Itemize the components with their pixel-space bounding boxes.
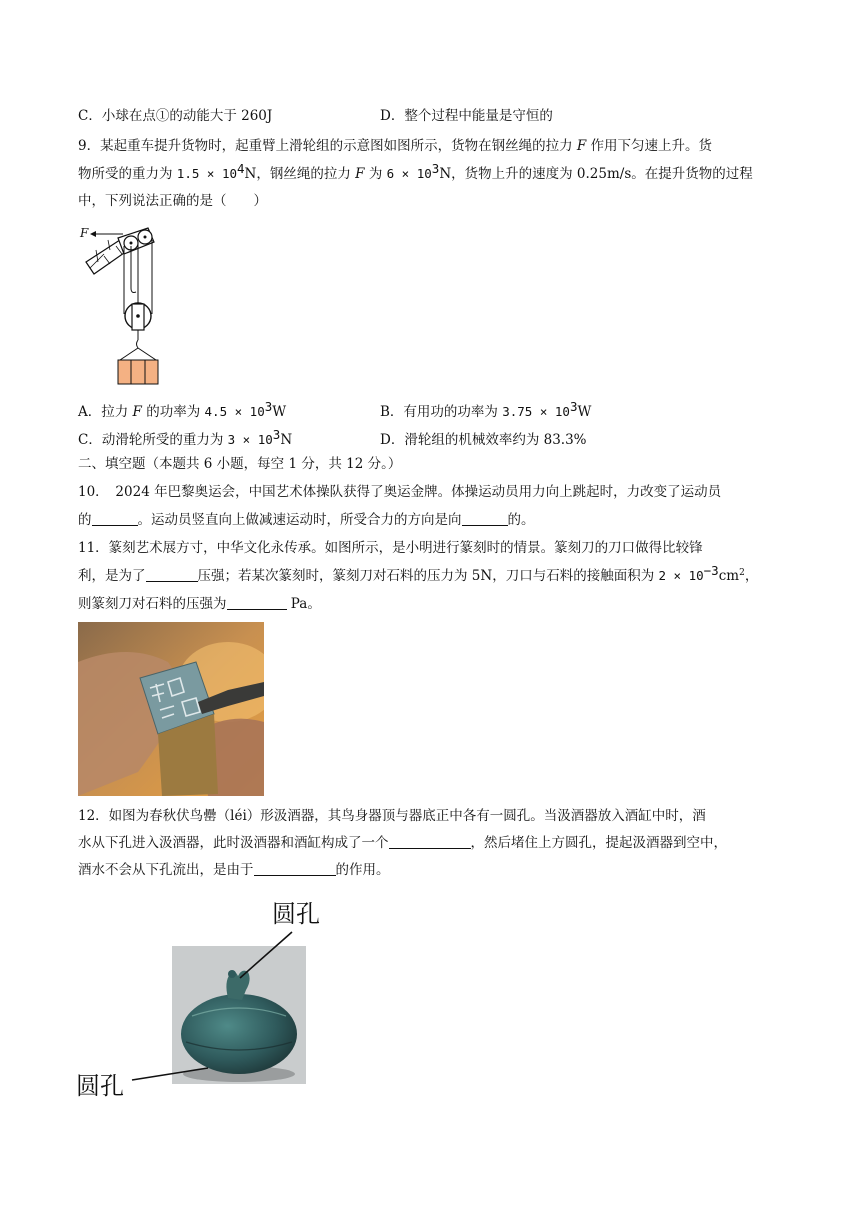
text: 的。	[507, 512, 535, 528]
q10-line2	[78, 510, 535, 530]
text: ，	[744, 568, 759, 584]
exponent: 4	[237, 161, 245, 176]
text: B．有用功的功率为	[380, 404, 503, 420]
value: 3 × 10	[227, 432, 273, 447]
exponent: −3	[703, 563, 719, 578]
q11-line3	[78, 594, 321, 614]
text: 物所受的重力为	[78, 166, 177, 182]
value: 3.75 × 10	[502, 404, 570, 419]
q9-stem-line2	[78, 161, 753, 184]
pulley-diagram	[78, 224, 168, 386]
cargo-crate	[118, 360, 158, 384]
text: 水从下孔进入汲酒器，此时汲酒器和酒缸构成了一个	[78, 835, 389, 851]
hook	[131, 246, 136, 293]
answer-blank[interactable]	[146, 567, 198, 582]
exponent: 3	[569, 399, 578, 414]
text: N，货物上升的速度为 0.25m/s。在提升货物的过程	[439, 166, 753, 182]
text: 压强；若某次篆刻时，篆刻刀对石料的压力为 5N，刀口与石料的接触面积为	[197, 568, 659, 584]
q12-line2	[78, 833, 727, 853]
unit: N	[280, 432, 293, 448]
q8-option-d: D．整个过程中能量是守恒的	[380, 108, 553, 124]
exponent: 3	[264, 399, 273, 414]
q9-stem-line3: 中，下列说法正确的是（ ）	[78, 193, 267, 209]
seal-carving-photo	[78, 622, 264, 796]
answer-blank[interactable]	[92, 511, 138, 526]
force-label: F	[80, 226, 89, 240]
text: 9．某起重车提升货物时，起重臂上滑轮组的示意图如图所示，货物在钢丝绳的拉力	[78, 138, 577, 154]
q12-line1: 12．如图为春秋伏鸟罍（léi）形汲酒器，其鸟身器顶与器底正中各有一圆孔。当汲酒器放入酒缸中时，酒	[78, 808, 706, 824]
pointer-line	[132, 1068, 208, 1080]
text: ，然后堵住上方圆孔，提起汲酒器到空中，	[470, 835, 727, 851]
text: 酒水不会从下孔流出，是由于	[78, 862, 254, 878]
text: 作用下匀速上升。货	[586, 138, 713, 154]
vessel-labels	[70, 890, 340, 1100]
bottom-hole-label: 圆孔	[76, 1072, 124, 1100]
q9-option-d: D．滑轮组的机械效率约为 83.3%	[380, 432, 587, 448]
gravity-value: 1.5 × 10	[176, 166, 238, 181]
text: C．动滑轮所受的重力为	[78, 432, 228, 448]
text: 的作用。	[335, 862, 390, 878]
q11-line1: 11．篆刻艺术展方寸，中华文化永传承。如图所示，是小明进行篆刻时的情景。篆刻刀的刀口做得比较锋	[78, 540, 703, 556]
text: 为	[364, 166, 387, 182]
text: 的	[78, 512, 92, 528]
q9-option-b	[380, 399, 592, 422]
hook	[137, 340, 139, 348]
text: 。运动员竖直向上做减速运动时，所受合力的方向是向	[137, 512, 462, 528]
area-value: 2 × 10	[658, 568, 704, 583]
arrowhead	[90, 231, 96, 237]
text: 的功率为	[141, 404, 205, 420]
force-symbol: F	[355, 166, 365, 182]
q9-stem-line1	[78, 136, 712, 156]
text: N，钢丝绳的拉力	[244, 166, 356, 182]
unit-exponent: 2	[739, 568, 745, 578]
value: 4.5 × 10	[204, 404, 265, 419]
exponent: 3	[431, 161, 440, 176]
answer-blank[interactable]	[227, 595, 287, 610]
answer-blank[interactable]	[389, 834, 471, 849]
force-symbol: F	[576, 138, 587, 154]
section-heading: 二、填空题（本题共 6 小题，每空 1 分，共 12 分。）	[78, 456, 402, 472]
q9-option-a	[78, 399, 287, 422]
tension-value: 6 × 10	[386, 166, 432, 181]
text: Pa。	[286, 596, 321, 612]
top-hole-label: 圆孔	[272, 900, 320, 928]
exponent: 3	[272, 427, 281, 442]
q12-line3	[78, 860, 390, 880]
force-symbol: F	[132, 404, 142, 420]
unit: W	[577, 404, 592, 420]
q8-option-c: C．小球在点①的动能大于 260J	[78, 108, 273, 124]
unit: cm	[718, 568, 740, 584]
sling	[120, 348, 138, 360]
unit: W	[272, 404, 287, 420]
q9-option-c	[78, 427, 293, 450]
sling	[138, 348, 156, 360]
q11-line2	[78, 563, 759, 586]
pointer-line	[240, 932, 292, 978]
answer-blank[interactable]	[254, 861, 336, 876]
text: 则篆刻刀对石料的压强为	[78, 596, 227, 612]
answer-blank[interactable]	[462, 511, 508, 526]
text: 利，是为了	[78, 568, 146, 584]
fixed-pulley	[118, 228, 154, 254]
movable-pulley	[125, 303, 151, 330]
q10-line1: 10． 2024 年巴黎奥运会，中国艺术体操队获得了奥运金牌。体操运动员用力向上跳起时，力改变了运动员	[78, 484, 722, 500]
text: A．拉力	[78, 404, 133, 420]
